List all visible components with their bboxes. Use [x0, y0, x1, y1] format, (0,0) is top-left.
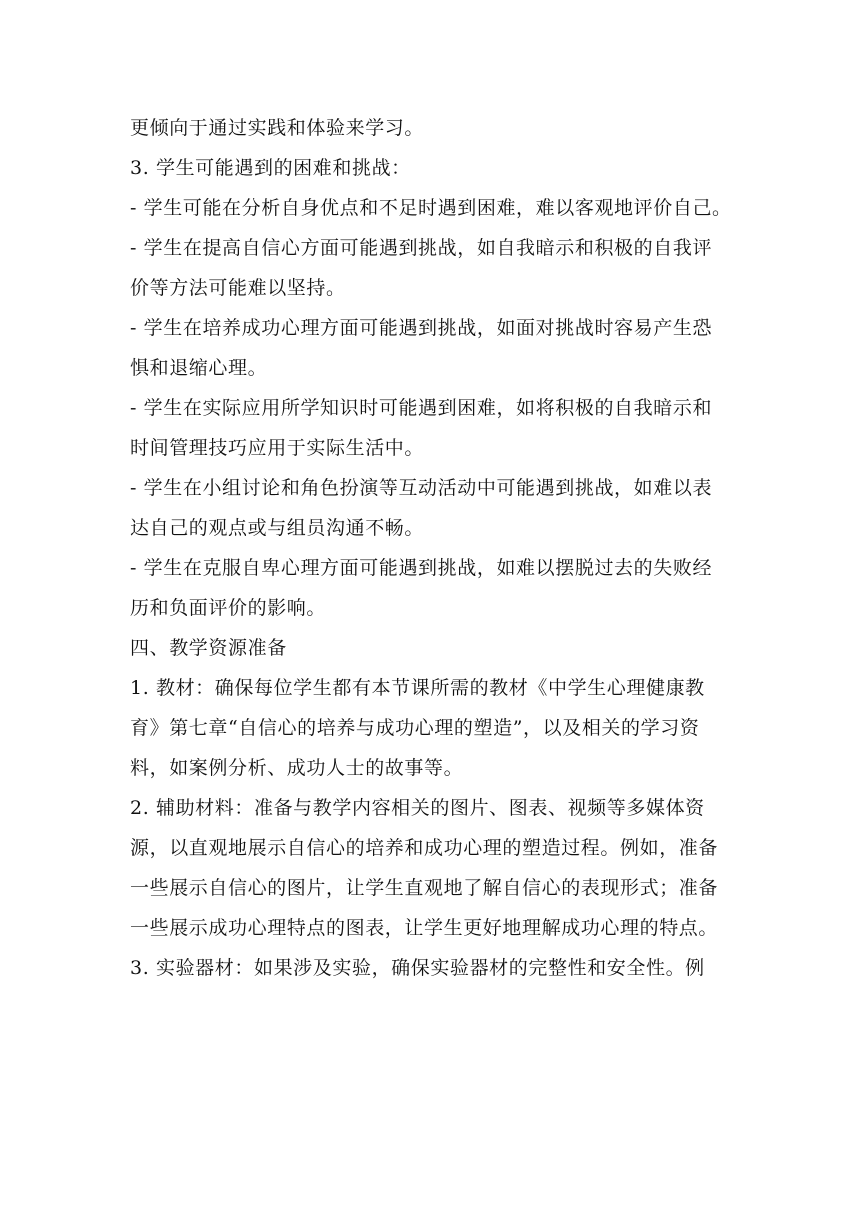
- text-line: 一些展示成功心理特点的图表，让学生更好地理解成功心理的特点。: [130, 917, 719, 939]
- text-line: 惧和退缩心理。: [130, 357, 268, 379]
- text-line: 1. 教材：确保每位学生都有本节课所需的教材《中学生心理健康教: [130, 677, 705, 699]
- section-heading: 四、教学资源准备: [130, 637, 287, 659]
- text-line: - 学生在小组讨论和角色扮演等互动活动中可能遇到挑战，如难以表: [130, 477, 713, 499]
- text-line: - 学生在克服自卑心理方面可能遇到挑战，如难以摆脱过去的失败经: [130, 557, 713, 579]
- text-line: 达自己的观点或与组员沟通不畅。: [130, 517, 425, 539]
- text-line: - 学生在实际应用所学知识时可能遇到困难，如将积极的自我暗示和: [130, 397, 713, 419]
- text-line: 源，以直观地展示自信心的培养和成功心理的塑造过程。例如，准备: [130, 837, 719, 859]
- text-line: 历和负面评价的影响。: [130, 597, 327, 619]
- text-line: - 学生可能在分析自身优点和不足时遇到困难，难以客观地评价自己。: [130, 197, 732, 219]
- text-line: 更倾向于通过实践和体验来学习。: [130, 117, 425, 139]
- text-line: - 学生在培养成功心理方面可能遇到挑战，如面对挑战时容易产生恐: [130, 317, 713, 339]
- text-line: 3. 实验器材：如果涉及实验，确保实验器材的完整性和安全性。例: [130, 957, 705, 979]
- text-line: 料，如案例分析、成功人士的故事等。: [130, 757, 464, 779]
- text-line: 2. 辅助材料：准备与教学内容相关的图片、图表、视频等多媒体资: [130, 797, 705, 819]
- text-line: 育》第七章“自信心的培养与成功心理的塑造”，以及相关的学习资: [130, 717, 700, 739]
- text-line: 时间管理技巧应用于实际生活中。: [130, 437, 425, 459]
- text-line: 价等方法可能难以坚持。: [130, 277, 346, 299]
- text-line: - 学生在提高自信心方面可能遇到挑战，如自我暗示和积极的自我评: [130, 237, 713, 259]
- section-heading: 3. 学生可能遇到的困难和挑战：: [130, 157, 411, 179]
- document-page: [130, 108, 740, 988]
- text-line: 一些展示自信心的图片，让学生直观地了解自信心的表现形式；准备: [130, 877, 719, 899]
